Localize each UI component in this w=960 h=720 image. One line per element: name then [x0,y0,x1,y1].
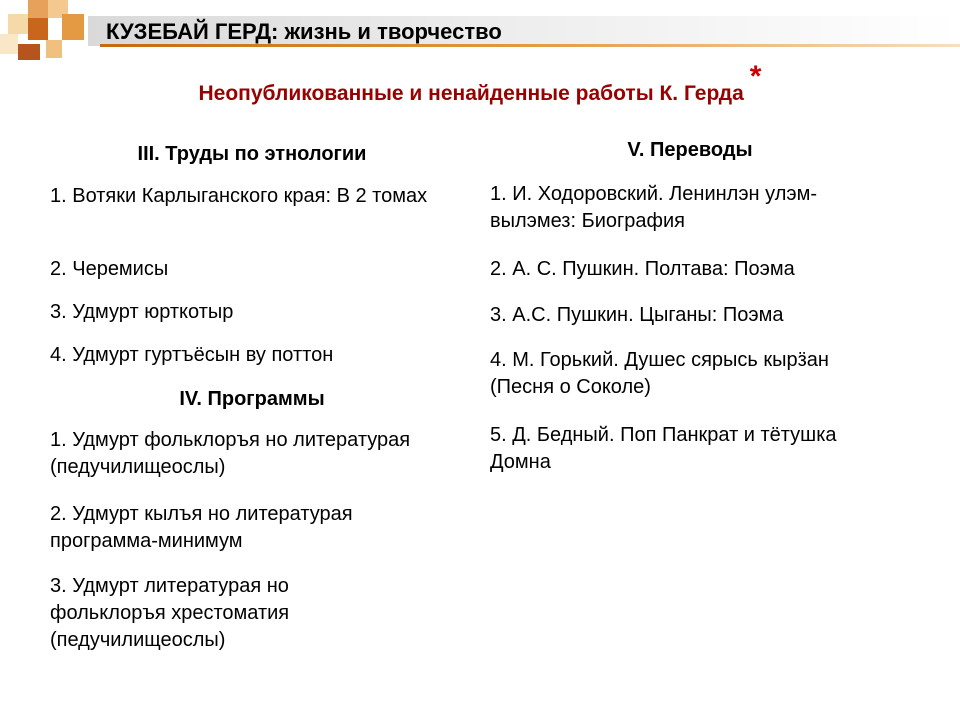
section-heading-ethnology: III. Труды по этнологии [137,143,367,165]
section-heading-programs: IV. Программы [179,388,325,410]
slide-subtitle [0,60,960,108]
decor-square [18,44,40,60]
decor-square [28,18,48,40]
list-item: 4. М. Горький. Душес сярысь кырӟан (Песня о Соколе) [490,349,829,398]
list-item: 1. Удмурт фольклоръя но литературая (педучилищеослы) [50,429,411,478]
decor-square [28,0,48,18]
list-item: 3. Удмурт юрткотыр [50,301,234,323]
list-item: 5. Д. Бедный. Поп Панкрат и тётушка Домна [490,424,837,473]
decor-square [0,34,18,54]
list-item: 2. Черемисы [50,258,169,280]
asterisk-mark: * [749,60,762,93]
list-item: 2. Удмурт кылъя но литературая программа-минимум [50,503,353,552]
list-item: 1. И. Ходоровский. Ленинлэн улэм-вылэмез: Биография [490,183,818,232]
list-item: 3. Удмурт литературая но фольклоръя хрестоматия (педучилищеослы) [50,575,290,651]
header-title: КУЗЕБАЙ ГЕРД: жизнь и творчество [106,19,502,44]
decor-square [8,14,28,34]
decor-square [62,14,84,40]
list-item: 4. Удмурт гуртъёсын ву поттон [50,344,334,366]
list-item: 1. Вотяки Карлыганского края: В 2 томах [50,185,428,207]
section-heading-translations: V. Переводы [627,139,753,161]
subtitle-text: Неопубликованные и ненайденные работы К. Герда [198,82,744,105]
list-item: 3. А.С. Пушкин. Цыганы: Поэма [490,304,784,326]
list-item: 2. А. С. Пушкин. Полтава: Поэма [490,258,795,280]
decor-square [46,40,62,58]
